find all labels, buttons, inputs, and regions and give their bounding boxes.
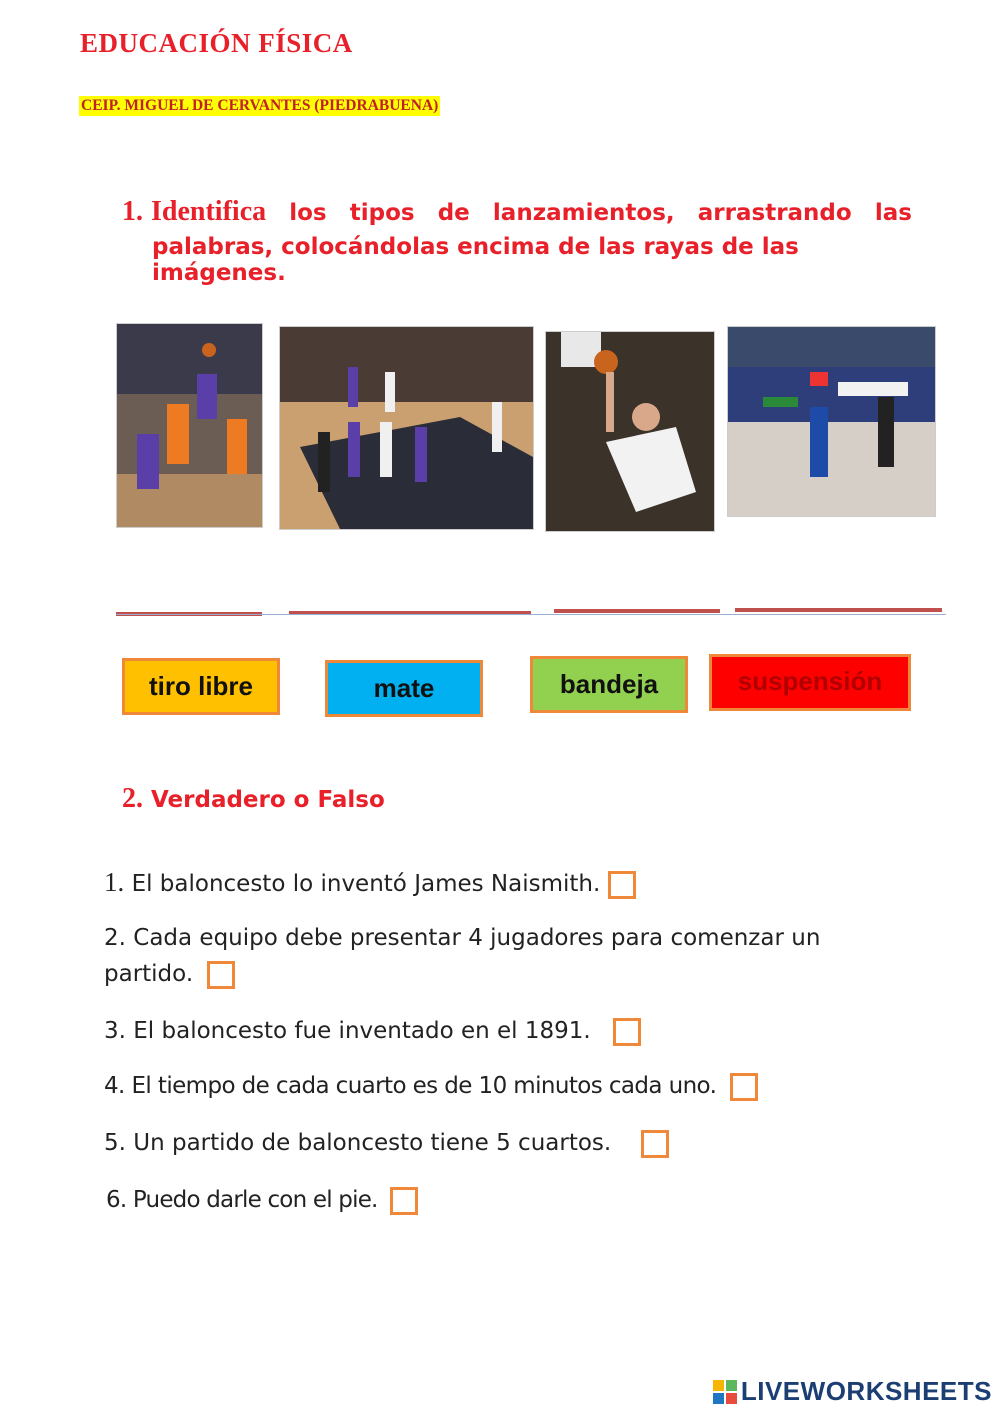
q1-word: los xyxy=(289,200,327,226)
answer-line-3[interactable] xyxy=(554,609,720,613)
question-2-number: 2. xyxy=(122,783,143,814)
answer-checkbox-1[interactable] xyxy=(608,871,636,899)
question-1-number: 1. xyxy=(122,196,143,227)
statement-4 xyxy=(104,1068,758,1104)
q1-word: de xyxy=(437,200,470,226)
photo-free-throw xyxy=(279,326,534,530)
word-tag-suspension[interactable] xyxy=(709,654,911,711)
page-title: EDUCACIÓN FÍSICA xyxy=(80,28,353,58)
divider xyxy=(116,614,946,615)
logo-mark-icon xyxy=(713,1380,737,1404)
statement-1 xyxy=(104,864,636,902)
statement-5 xyxy=(104,1125,669,1161)
word-tag-tiro-libre[interactable] xyxy=(122,658,280,715)
logo-text: LIVEWORKSHEETS xyxy=(740,1376,992,1406)
answer-checkbox-6[interactable] xyxy=(390,1187,418,1215)
answer-checkbox-4[interactable] xyxy=(730,1073,758,1101)
answer-checkbox-3[interactable] xyxy=(613,1018,641,1046)
q1-word: Identifica xyxy=(151,196,267,227)
photo-dunk xyxy=(727,326,936,517)
answer-checkbox-5[interactable] xyxy=(641,1130,669,1158)
word-tag-label: mate xyxy=(373,673,435,703)
question-1-instructions-line2: palabras, colocándolas encima de las rayas de las imágenes. xyxy=(152,234,799,286)
statement-number: 5. xyxy=(104,1130,126,1156)
liveworksheets-logo[interactable] xyxy=(713,1376,992,1407)
answer-line-4[interactable] xyxy=(735,608,942,612)
statement-number: 6. xyxy=(106,1187,127,1213)
answer-checkbox-2[interactable] xyxy=(207,961,235,989)
school-name: CEIP. MIGUEL DE CERVANTES (PIEDRABUENA) xyxy=(81,97,439,114)
word-tag-bandeja[interactable] xyxy=(530,656,688,713)
question-2-label: Verdadero o Falso xyxy=(151,787,385,813)
statement-6 xyxy=(106,1182,418,1218)
statement-3 xyxy=(104,1013,641,1049)
statement-text: Cada equipo debe presentar 4 jugadores para comenzar un xyxy=(133,925,821,951)
question-2-heading xyxy=(122,783,385,815)
q1-word: arrastrando xyxy=(697,200,852,226)
statement-2 xyxy=(104,920,864,992)
q1-word: tipos xyxy=(349,200,415,226)
question-1-heading xyxy=(122,196,912,286)
statement-text: Un partido de baloncesto tiene 5 cuartos. xyxy=(133,1130,612,1156)
statement-text: El tiempo de cada cuarto es de 10 minutos cada uno. xyxy=(131,1073,717,1099)
q1-word: lanzamientos, xyxy=(492,200,675,226)
word-tag-label: bandeja xyxy=(559,669,659,699)
statement-text: Puedo darle con el pie. xyxy=(132,1187,378,1213)
statement-text: El baloncesto lo inventó James Naismith. xyxy=(131,871,601,897)
statement-text: partido. xyxy=(104,961,194,987)
statement-number: 3. xyxy=(104,1018,126,1044)
word-tag-mate[interactable] xyxy=(325,660,483,717)
statement-number: 4. xyxy=(104,1073,125,1099)
word-tag-label: tiro libre xyxy=(148,671,253,701)
q1-word: las xyxy=(874,200,912,226)
word-tag-label: suspensión xyxy=(737,666,883,696)
statement-number: 1. xyxy=(104,867,125,897)
photo-jump-shot xyxy=(116,323,263,528)
statement-number: 2. xyxy=(104,925,126,951)
photo-layup xyxy=(545,331,715,532)
statement-text: El baloncesto fue inventado en el 1891. xyxy=(133,1018,591,1044)
